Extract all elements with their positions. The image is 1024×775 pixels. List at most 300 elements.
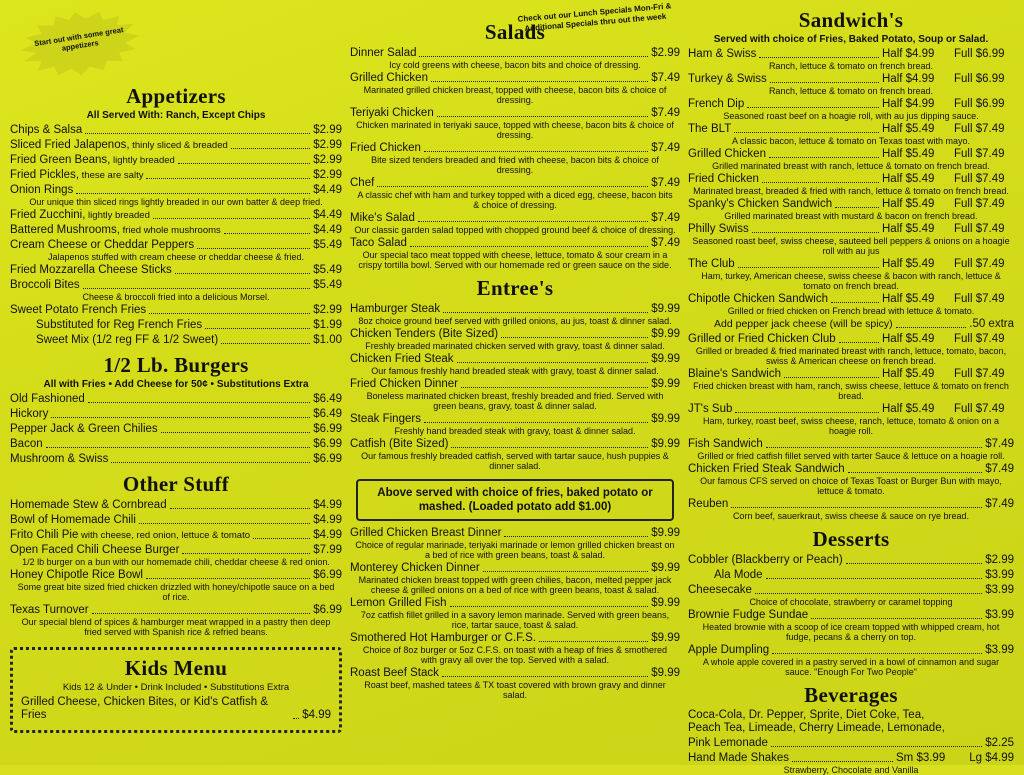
menu-item	[10, 184, 342, 197]
dot-leader	[224, 232, 310, 234]
salads-list	[350, 47, 680, 270]
beverages-title: Beverages	[804, 683, 898, 707]
item-description: Freshly breaded marinated chicken served with gravy, toast & dinner salad.	[365, 341, 665, 351]
item-description: A classic chef with ham and turkey topped with a diced egg, cheese, bacon bits & choice of dressing.	[357, 190, 673, 210]
item-name: Mike's Salad	[350, 212, 415, 224]
item-price-full: Full $6.99	[954, 48, 1005, 60]
item-price: $2.99	[313, 154, 342, 166]
dot-leader	[175, 272, 311, 274]
dot-leader	[46, 446, 311, 448]
dot-leader	[424, 150, 648, 152]
menu-item	[10, 279, 342, 292]
appetizers-subhead: All Served With: Ranch, Except Chips	[86, 110, 266, 121]
item-price: $9.99	[651, 667, 680, 679]
menu-item	[688, 258, 1014, 271]
item-description: Bite sized tenders breaded and fried with cheese, bacon bits & choice of dressing.	[371, 155, 659, 175]
item-name: Onion Rings	[10, 184, 74, 196]
item-price: $6.99	[313, 569, 342, 581]
dot-leader	[424, 421, 648, 423]
item-description: Some great bite sized fried chicken drizzled with honey/chipotle sauce on a bed of rice.	[17, 582, 335, 602]
item-description: Strawberry, Chocolate and Vanilla	[783, 765, 919, 775]
dot-leader	[161, 431, 311, 433]
menu-item	[350, 237, 680, 250]
item-price: $7.49	[985, 498, 1014, 510]
item-price: $6.99	[313, 604, 342, 616]
item-price-half: Half $4.99	[882, 73, 935, 85]
burgers-list	[10, 393, 342, 466]
item-description: 8oz choice ground beef served with grilled onions, au jus, toast & dinner salad.	[358, 316, 672, 326]
item-price-half: Half $5.49	[882, 173, 935, 185]
specials-banner: Check out our Lunch Specials Mon-Fri & Additional Specials thru out the week	[517, 1, 672, 34]
menu-item	[688, 223, 1014, 236]
dot-leader	[205, 327, 310, 329]
dot-leader	[483, 570, 648, 572]
dot-leader	[831, 301, 879, 303]
dot-leader	[146, 577, 310, 579]
dot-leader	[153, 217, 310, 219]
dot-leader	[896, 326, 967, 328]
item-description: Boneless marinated chicken breast, freshly breaded and fried. Served with green beans, gravy, toast & dinner salad.	[366, 391, 664, 411]
item-description: Freshly hand breaded steak with gravy, toast & dinner salad.	[394, 426, 636, 436]
item-name: Old Fashioned	[10, 393, 85, 405]
item-name: Chicken Fried Steak	[350, 353, 454, 365]
dot-leader	[839, 341, 879, 343]
sandwiches-subhead: Served with choice of Fries, Baked Potato, Soup or Salad.	[713, 34, 989, 45]
item-name: Chicken Tenders (Bite Sized)	[350, 328, 499, 340]
item-name: The Club	[688, 258, 735, 270]
item-price-half: Half $5.49	[882, 148, 935, 160]
item-name: Bacon	[10, 438, 43, 450]
item-name: Apple Dumpling	[688, 644, 770, 656]
item-price: $9.99	[651, 378, 680, 390]
item-name: Bowl of Homemade Chili	[10, 514, 136, 526]
menu-item	[10, 529, 342, 542]
dot-leader	[92, 612, 311, 614]
dot-leader	[762, 181, 879, 183]
item-name: French Dip	[688, 98, 745, 110]
item-subtext: with cheese, red onion, lettuce & tomato	[78, 530, 251, 541]
kids-menu-box	[10, 647, 342, 733]
menu-item	[350, 438, 680, 451]
item-name: Mushroom & Swiss	[10, 453, 109, 465]
item-price: $3.99	[985, 609, 1014, 621]
menu-item	[688, 752, 1014, 765]
item-price: $5.49	[313, 264, 342, 276]
menu-item	[688, 584, 1014, 597]
menu-item	[350, 527, 680, 540]
dot-leader	[792, 760, 893, 762]
item-price-half: Half $5.49	[882, 368, 935, 380]
dot-leader	[437, 115, 648, 117]
menu-item	[350, 303, 680, 316]
dot-leader	[231, 147, 310, 149]
item-name: Ham & Swiss	[688, 48, 757, 60]
dot-leader	[766, 577, 983, 579]
item-description: Seasoned roast beef on a hoagie roll, with au jus dipping sauce.	[723, 111, 979, 121]
item-description: Grilled marinated breast with ranch, lettuce & tomato on french bread.	[712, 161, 990, 171]
beverages-list	[688, 709, 1014, 775]
menu-item	[350, 107, 680, 120]
item-price: $3.99	[985, 584, 1014, 596]
desserts-title: Desserts	[812, 527, 890, 551]
entrees-list	[350, 303, 680, 471]
item-price: $7.49	[651, 177, 680, 189]
item-description: Chicken marinated in teriyaki sauce, topped with cheese, bacon bits & choice of dressing.	[356, 120, 674, 140]
item-price: $7.49	[651, 212, 680, 224]
dot-leader	[197, 247, 310, 249]
item-price: $4.99	[313, 499, 342, 511]
item-name: Spanky's Chicken Sandwich	[688, 198, 833, 210]
dot-leader	[221, 342, 310, 344]
item-price: $5.49	[313, 239, 342, 251]
menu-item	[688, 554, 1014, 567]
item-price: $4.99	[313, 529, 342, 541]
menu-item	[688, 293, 1014, 306]
item-price-full: Full $7.49	[954, 258, 1005, 270]
item-description: Our famous CFS served on choice of Texas Toast or Burger Bun with mayo, lettuce & tomato.	[700, 476, 1002, 496]
item-price-half: Half $5.49	[882, 403, 935, 415]
item-description: Heated brownie with a scoop of ice cream topped with whipped cream, hot fudge, pecans & a cherry on top.	[702, 622, 1000, 642]
dot-leader	[771, 745, 982, 747]
menu-item	[688, 569, 1014, 582]
item-description: Our famous freshly hand breaded steak with gravy, toast & dinner salad.	[371, 366, 659, 376]
item-price-half: Half $5.49	[882, 293, 935, 305]
menu-item	[10, 304, 342, 317]
menu-item	[10, 154, 342, 167]
item-name: Fried Zucchini,	[10, 209, 86, 221]
item-name: Homemade Stew & Cornbread	[10, 499, 167, 511]
item-price: $3.99	[985, 644, 1014, 656]
dot-leader	[419, 55, 648, 57]
item-description: 7oz catfish fillet grilled in a savory lemon marinade. Served with green beans, rice, tartar sauce, toast & salad.	[360, 610, 670, 630]
item-name: Sliced Fried Jalapenos,	[10, 139, 130, 151]
menu-item	[688, 98, 1014, 111]
dot-leader	[76, 192, 310, 194]
item-name: Monterey Chicken Dinner	[350, 562, 480, 574]
dot-leader	[752, 231, 879, 233]
dot-leader	[461, 386, 648, 388]
other-stuff-title: Other Stuff	[122, 472, 230, 496]
item-name: Battered Mushrooms,	[10, 224, 120, 236]
menu-item	[350, 47, 680, 60]
item-name: Open Faced Chili Cheese Burger	[10, 544, 180, 556]
item-price: $2.99	[313, 304, 342, 316]
other-stuff-list	[10, 499, 342, 637]
entrees-note-box: Above served with choice of fries, baked potato or mashed. (Loaded potato add $1.00)	[356, 479, 674, 521]
menu-item	[688, 609, 1014, 622]
item-price: $1.00	[313, 334, 342, 346]
item-description: Grilled marinated breast with mustard & bacon on french bread.	[724, 211, 978, 221]
menu-item	[10, 224, 342, 237]
item-description: Icy cold greens with cheese, bacon bits and choice of dressing.	[389, 60, 641, 70]
item-price-full: Full $7.49	[954, 123, 1005, 135]
dot-leader	[111, 461, 310, 463]
item-name: Fried Chicken	[688, 173, 759, 185]
item-description: Choice of 8oz burger or 5oz C.F.S. on toast with a heap of fries & smothered with gravy all over the top. Served with a salad.	[362, 645, 668, 665]
item-description: Seasoned roast beef, swiss cheese, sauteed bell peppers & onions on a hoagie roll with au jus	[692, 236, 1010, 256]
item-name: Pepper Jack & Green Chilies	[10, 423, 158, 435]
item-price: $4.99	[302, 709, 331, 721]
menu-item	[350, 212, 680, 225]
column-middle	[350, 1, 680, 765]
menu-item	[350, 632, 680, 645]
item-name: Turkey & Swiss	[688, 73, 767, 85]
dot-leader	[848, 471, 983, 473]
sandwiches-list	[688, 48, 1014, 521]
dot-leader	[738, 266, 879, 268]
beverage-line: Pink Lemonade	[688, 737, 768, 749]
menu-item	[688, 148, 1014, 161]
item-price: $4.49	[313, 209, 342, 221]
item-description: Jalapenos stuffed with cream cheese or cheddar cheese & fried.	[48, 252, 304, 262]
beverage-line: Coca-Cola, Dr. Pepper, Sprite, Diet Coke, Tea,	[688, 709, 925, 721]
item-description: Ham, turkey, roast beef, swiss cheese, ranch, lettuce, tomato & onion on a hoagie roll.	[703, 416, 999, 436]
menu-item	[688, 48, 1014, 61]
item-price: $2.99	[313, 169, 342, 181]
menu-item	[688, 333, 1014, 346]
item-price: $9.99	[651, 632, 680, 644]
dot-leader	[170, 507, 311, 509]
dot-leader	[182, 552, 310, 554]
item-name: Fish Sandwich	[688, 438, 763, 450]
item-description: Our famous freshly breaded catfish, served with tartar sauce, hush puppies & dinner salad.	[361, 451, 669, 471]
dot-leader	[811, 617, 982, 619]
item-name: Cobbler (Blackberry or Peach)	[688, 554, 843, 566]
menu-item	[688, 73, 1014, 86]
item-subtext: lightly breaded	[85, 210, 150, 221]
dot-leader	[451, 446, 648, 448]
item-name: Fried Pickles,	[10, 169, 80, 181]
item-price: $9.99	[651, 413, 680, 425]
item-name: Blaine's Sandwich	[688, 368, 781, 380]
item-name: Smothered Hot Hamburger or C.F.S.	[350, 632, 536, 644]
dot-leader	[784, 376, 879, 378]
item-name: Fried Green Beans,	[10, 154, 111, 166]
item-price-small: Sm $3.99	[896, 752, 946, 764]
dot-leader	[835, 206, 879, 208]
item-price-full: Full $7.49	[954, 368, 1005, 380]
item-name: Grilled or Fried Chicken Club	[688, 333, 836, 345]
dot-leader	[83, 287, 311, 289]
item-price: $6.99	[313, 453, 342, 465]
item-price-full: Full $7.49	[954, 198, 1005, 210]
burgers-subhead: All with Fries • Add Cheese for 50¢ • Substitutions Extra	[43, 379, 309, 390]
item-name: Cream Cheese or Cheddar Peppers	[10, 239, 195, 251]
item-name: Hand Made Shakes	[688, 752, 790, 764]
dot-leader	[377, 185, 648, 187]
dot-leader	[431, 80, 648, 82]
item-name: Frito Chili Pie	[10, 529, 79, 541]
item-name: Hickory	[10, 408, 49, 420]
menu-item	[10, 239, 342, 252]
menu-item	[350, 413, 680, 426]
item-description: 1/2 lb burger on a bun with our homemade chili, cheddar cheese & red onion.	[22, 557, 330, 567]
menu-item	[688, 438, 1014, 451]
item-description: A whole apple covered in a pastry served in a bowl of cinnamon and sugar sauce. "Enough For Two People"	[702, 657, 1000, 677]
item-description: Grilled or fried catfish fillet served with tarter Sauce & lettuce on a hoagie roll.	[697, 451, 1005, 461]
item-name: Grilled Chicken	[350, 72, 428, 84]
item-name: Grilled Cheese, Chicken Bites, or Kid's Catfish & Fries	[21, 696, 268, 721]
dot-leader	[734, 131, 879, 133]
item-price: $2.99	[651, 47, 680, 59]
item-price-full: Full $7.49	[954, 293, 1005, 305]
menu-item	[10, 604, 342, 617]
menu-item	[10, 408, 342, 421]
item-description: Corn beef, sauerkraut, swiss cheese & sauce on rye bread.	[732, 511, 970, 521]
item-description: Grilled or breaded & fried marinated breast with ranch, lettuce, tomato, bacon, swiss & American cheese on french bread.	[695, 346, 1007, 366]
dot-leader	[772, 652, 982, 654]
item-description: Roast beef, mashed tatees & TX toast covered with brown gravy and dinner salad.	[364, 680, 666, 700]
item-price: $9.99	[651, 353, 680, 365]
item-price-large: Lg $4.99	[969, 752, 1014, 764]
item-price: $4.49	[313, 224, 342, 236]
menu-item	[10, 319, 342, 332]
item-price-half: Half $5.49	[882, 333, 935, 345]
item-price: .50 extra	[969, 318, 1014, 330]
item-price-half: Half $5.49	[882, 123, 935, 135]
dot-leader	[747, 106, 879, 108]
item-price: $4.99	[313, 514, 342, 526]
item-name: Sweet Potato French Fries	[10, 304, 147, 316]
menu-item	[350, 328, 680, 341]
item-price: $7.49	[985, 438, 1014, 450]
menu-item	[350, 72, 680, 85]
item-price: $6.99	[313, 438, 342, 450]
dot-leader	[735, 411, 879, 413]
menu-item	[10, 124, 342, 137]
menu-item	[10, 514, 342, 527]
item-name: Chips & Salsa	[10, 124, 83, 136]
item-description: Marinated grilled chicken breast, topped with cheese, bacon bits & choice of dressing.	[363, 85, 667, 105]
item-description: Ranch, lettuce & tomato on french bread.	[768, 61, 934, 71]
item-description: Our classic garden salad topped with chopped ground beef & choice of dressing.	[354, 225, 676, 235]
dot-leader	[539, 640, 648, 642]
column-right	[688, 6, 1014, 775]
menu-item	[10, 139, 342, 152]
dot-leader	[846, 562, 983, 564]
menu-item	[350, 562, 680, 575]
dot-leader	[759, 56, 879, 58]
item-price: $9.99	[651, 527, 680, 539]
appetizers-title: Appetizers	[126, 84, 226, 108]
item-name: Cheesecake	[688, 584, 752, 596]
kids-title: Kids Menu	[124, 656, 228, 680]
item-price: $2.25	[985, 737, 1014, 749]
item-price-full: Full $7.49	[954, 173, 1005, 185]
starburst-text: Start out with some great appetizers	[33, 25, 124, 53]
menu-item	[10, 544, 342, 557]
item-price-full: Full $6.99	[954, 73, 1005, 85]
menu-item	[10, 393, 342, 406]
item-price-full: Full $7.49	[954, 148, 1005, 160]
dot-leader	[85, 132, 310, 134]
menu-item	[688, 403, 1014, 416]
item-price: $9.99	[651, 438, 680, 450]
item-price: $2.99	[313, 124, 342, 136]
item-price-half: Half $5.49	[882, 258, 935, 270]
item-name: Broccoli Bites	[10, 279, 80, 291]
item-name: Taco Salad	[350, 237, 407, 249]
item-description: Marinated chicken breast topped with green chilies, bacon, melted pepper jack cheese & grilled onions on a bed of rice with green beans, toast & salad.	[358, 575, 672, 595]
item-name: The BLT	[688, 123, 732, 135]
item-description: Fried chicken breast with ham, ranch, swiss cheese, lettuce & tomato on french bread.	[693, 381, 1009, 401]
desserts-list	[688, 554, 1014, 677]
menu-item	[688, 368, 1014, 381]
item-description: Marinated breast, breaded & fried with ranch, lettuce & tomato on french bread.	[693, 186, 1009, 196]
dot-leader	[418, 220, 648, 222]
menu-item	[350, 597, 680, 610]
dot-leader	[457, 361, 649, 363]
item-price: $9.99	[651, 328, 680, 340]
menu-item	[688, 737, 1014, 750]
item-name: Dinner Salad	[350, 47, 417, 59]
item-name: Lemon Grilled Fish	[350, 597, 447, 609]
menu-item	[10, 499, 342, 512]
dot-leader	[88, 401, 310, 403]
burgers-title: 1/2 Lb. Burgers	[103, 353, 249, 377]
item-price: $6.49	[313, 408, 342, 420]
menu-item	[10, 423, 342, 436]
menu-item	[688, 173, 1014, 186]
menu-item	[688, 463, 1014, 476]
item-name: Grilled Chicken Breast Dinner	[350, 527, 502, 539]
item-name: Honey Chipotle Rice Bowl	[10, 569, 143, 581]
item-name: Ala Mode	[714, 569, 763, 581]
item-price-full: Full $7.49	[954, 223, 1005, 235]
item-price-full: Full $7.49	[954, 333, 1005, 345]
menu-item	[688, 123, 1014, 136]
dot-leader	[51, 416, 310, 418]
item-description: Choice of chocolate, strawberry or caramel topping	[749, 597, 953, 607]
dot-leader	[769, 156, 879, 158]
item-name: Substituted for Reg French Fries	[36, 319, 203, 331]
item-name: Chef	[350, 177, 375, 189]
item-price-half: Half $4.99	[882, 98, 935, 110]
dot-leader	[139, 522, 310, 524]
item-subtext: lightly breaded	[110, 155, 175, 166]
item-price: $9.99	[651, 562, 680, 574]
item-description: Our special taco meat topped with cheese, lettuce, tomato & sour cream in a crispy tortilla bowl. Served with our homemade red or green sauce on the side.	[358, 250, 672, 270]
item-name: Teriyaki Chicken	[350, 107, 434, 119]
item-price-full: Full $6.99	[954, 98, 1005, 110]
menu-item	[688, 644, 1014, 657]
dot-leader	[501, 336, 648, 338]
item-name: Reuben	[688, 498, 729, 510]
item-name: Sweet Mix (1/2 reg FF & 1/2 Sweet)	[36, 334, 219, 346]
item-price: $4.49	[313, 184, 342, 196]
item-price: $7.49	[651, 142, 680, 154]
item-name: Texas Turnover	[10, 604, 89, 616]
menu-item	[10, 334, 342, 347]
item-price: $9.99	[651, 597, 680, 609]
item-name: Fried Mozzarella Cheese Sticks	[10, 264, 172, 276]
dot-leader	[770, 81, 879, 83]
appetizers-list	[10, 124, 342, 347]
item-price: $6.49	[313, 393, 342, 405]
item-subtext: fried whole mushrooms	[119, 225, 221, 236]
dot-leader	[504, 535, 648, 537]
dot-leader	[443, 311, 648, 313]
dot-leader	[149, 312, 310, 314]
menu-item	[10, 209, 342, 222]
item-price: $2.99	[313, 139, 342, 151]
dot-leader	[442, 675, 648, 677]
item-price-half: Half $5.49	[882, 223, 935, 235]
dot-leader	[410, 245, 648, 247]
entrees-title: Entree's	[476, 276, 554, 300]
dot-leader	[755, 592, 982, 594]
item-price: $2.99	[985, 554, 1014, 566]
